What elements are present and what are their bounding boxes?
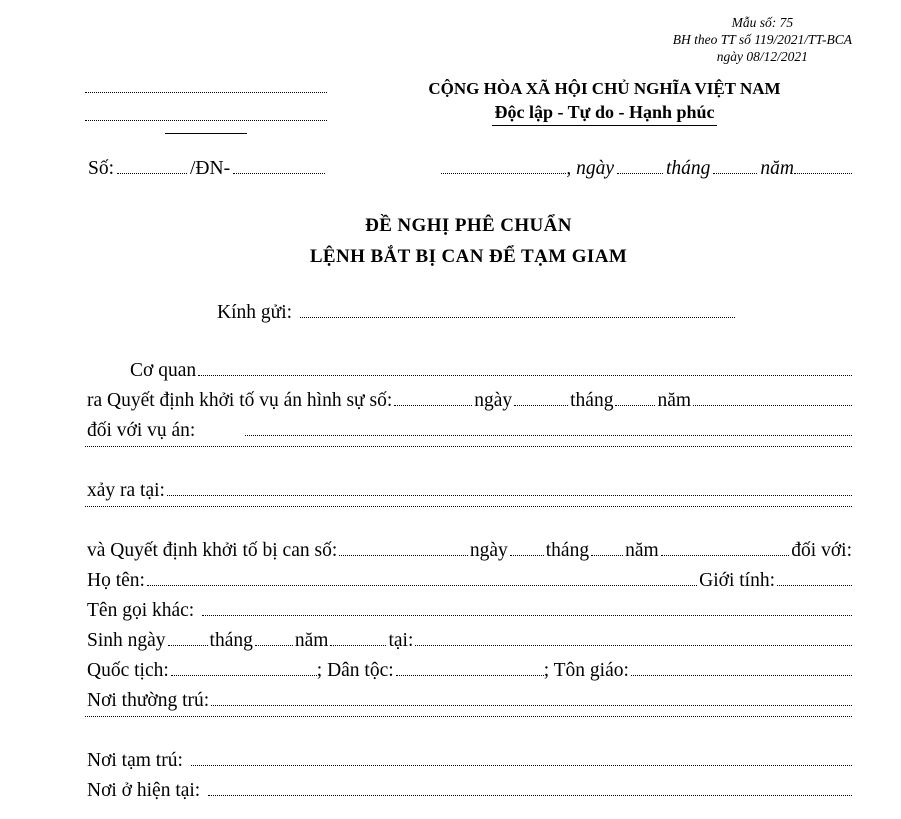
case-year-blank[interactable]: [693, 405, 852, 406]
case-month-blank[interactable]: [615, 405, 655, 406]
national-motto: Độc lập - Tự do - Hạnh phúc: [492, 100, 716, 126]
permanent-residence-continuation-row: [85, 716, 852, 746]
number-date-row: [85, 154, 852, 184]
temporary-residence-label: Nơi tạm trú:: [87, 750, 183, 771]
defendant-decision-row: [85, 536, 852, 566]
with-respect-to-label: đối với:: [791, 540, 852, 561]
gender-label: Giới tính:: [699, 570, 775, 591]
form-number-note: Mẫu số: 75: [731, 15, 794, 30]
case-month-label: tháng: [570, 390, 614, 411]
case-name-continuation-blank[interactable]: [85, 446, 852, 447]
dn-suffix-label: /ĐN-: [190, 158, 231, 179]
defendant-month-blank[interactable]: [591, 555, 623, 556]
current-residence-label: Nơi ở hiện tại:: [87, 780, 201, 801]
nationality-row: [85, 656, 852, 686]
defendant-year-label: năm: [625, 540, 659, 561]
religion-blank[interactable]: [631, 675, 852, 676]
occurred-at-row: [85, 476, 852, 506]
defendant-month-label: tháng: [545, 540, 590, 561]
occurred-at-blank[interactable]: [167, 495, 852, 496]
date-day-label: , ngày: [566, 158, 614, 179]
case-year-label: năm: [657, 390, 692, 411]
current-residence-blank[interactable]: [208, 795, 852, 796]
defendant-day-blank[interactable]: [510, 555, 544, 556]
permanent-residence-label: Nơi thường trú:: [87, 690, 210, 711]
agency-blank[interactable]: [198, 375, 852, 376]
permanent-residence-continuation-blank[interactable]: [85, 716, 852, 717]
dn-suffix-blank[interactable]: [233, 173, 325, 174]
occurred-at-continuation-row: [85, 506, 852, 536]
agency-row: [85, 356, 852, 386]
temporary-residence-blank[interactable]: [191, 765, 852, 766]
defendant-day-label: ngày: [469, 540, 508, 561]
recipient-label: Kính gửi:: [217, 302, 293, 323]
case-decision-row: [85, 386, 852, 416]
nationality-blank[interactable]: [171, 675, 317, 676]
date-year-label: năm: [760, 158, 794, 179]
agency-name-blank-2[interactable]: [85, 120, 327, 121]
full-name-row: [85, 566, 852, 596]
date-month-blank[interactable]: [713, 173, 757, 174]
defendant-decision-number-blank[interactable]: [339, 555, 468, 556]
case-name-label: đối với vụ án:: [87, 420, 196, 441]
date-month-label: tháng: [665, 158, 711, 179]
defendant-decision-label: và Quyết định khởi tố bị can số:: [87, 540, 338, 561]
birth-date-row: [85, 626, 852, 656]
agency-label: Cơ quan: [130, 360, 197, 381]
place-blank[interactable]: [441, 173, 566, 174]
religion-label: ; Tôn giáo:: [543, 660, 629, 681]
birth-day-label: Sinh ngày: [87, 630, 166, 651]
full-name-label: Họ tên:: [87, 570, 145, 591]
document-title-line2: LỆNH BẮT BỊ CAN ĐỂ TẠM GIAM: [309, 246, 628, 267]
date-year-blank[interactable]: [794, 173, 852, 174]
case-day-blank[interactable]: [514, 405, 568, 406]
temporary-residence-row: [85, 746, 852, 776]
alias-label: Tên gọi khác:: [87, 600, 195, 621]
case-name-continuation-row: [85, 446, 852, 476]
agency-name-blank-1[interactable]: [85, 92, 327, 93]
case-day-label: ngày: [474, 390, 513, 411]
document-number-blank[interactable]: [117, 173, 187, 174]
defendant-year-blank[interactable]: [661, 555, 790, 556]
birth-place-label: tại:: [388, 630, 414, 651]
permanent-residence-blank[interactable]: [211, 705, 852, 706]
birth-year-blank[interactable]: [330, 645, 386, 646]
national-header: [327, 78, 852, 134]
national-title: CỘNG HÒA XÃ HỘI CHỦ NGHĨA VIỆT NAM: [428, 79, 781, 98]
birth-month-blank[interactable]: [255, 645, 293, 646]
issuing-agency-block: [85, 78, 327, 134]
permanent-residence-row: [85, 686, 852, 716]
document-body: [85, 356, 852, 806]
nationality-label: Quốc tịch:: [87, 660, 169, 681]
document-header: [85, 78, 852, 134]
date-day-blank[interactable]: [617, 173, 663, 174]
form-issuance-note: BH theo TT số 119/2021/TT-BCA: [672, 32, 852, 47]
document-title-line1: ĐỀ NGHỊ PHÊ CHUẨN: [365, 215, 572, 236]
birth-day-blank[interactable]: [168, 645, 208, 646]
form-issuance-date-note: ngày 08/12/2021: [716, 49, 808, 64]
agency-underline: [165, 133, 247, 134]
occurred-at-label: xảy ra tại:: [87, 480, 165, 501]
recipient-row: [85, 298, 852, 328]
birth-month-label: tháng: [209, 630, 253, 651]
recipient-blank[interactable]: [300, 317, 735, 318]
current-residence-row: [85, 776, 852, 806]
gender-blank[interactable]: [777, 585, 852, 586]
occurred-at-continuation-blank[interactable]: [85, 506, 852, 507]
ethnicity-label: ; Dân tộc:: [316, 660, 394, 681]
form-meta-block: [673, 14, 852, 65]
birth-place-blank[interactable]: [415, 645, 852, 646]
case-name-blank[interactable]: [245, 435, 852, 436]
ethnicity-blank[interactable]: [396, 675, 544, 676]
case-decision-number-blank[interactable]: [394, 405, 472, 406]
document-number-label: Số:: [88, 158, 115, 179]
document-title: [85, 210, 852, 272]
case-decision-label: ra Quyết định khởi tố vụ án hình sự số:: [87, 390, 393, 411]
alias-row: [85, 596, 852, 626]
alias-blank[interactable]: [202, 615, 852, 616]
birth-year-label: năm: [294, 630, 329, 651]
case-name-row: [85, 416, 852, 446]
full-name-blank[interactable]: [147, 585, 697, 586]
